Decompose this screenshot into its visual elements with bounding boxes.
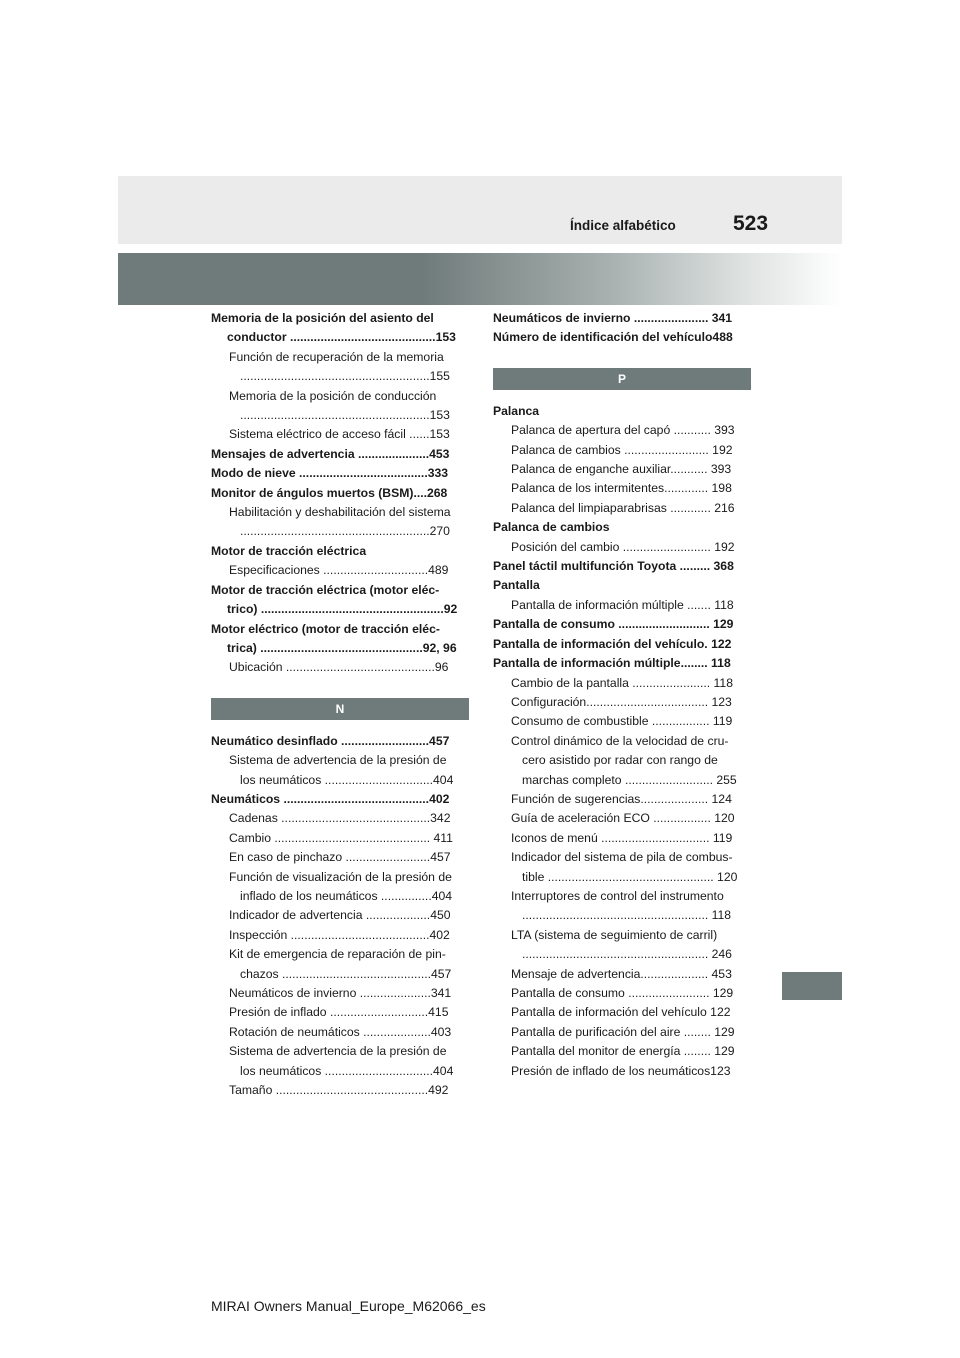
entry-list-left-top — [211, 309, 469, 678]
index-entry-sub: Indicador del sistema de pila de combus- — [511, 850, 733, 865]
index-entry-main: Modo de nieve ......................................333 — [211, 466, 449, 481]
index-entry-main: Palanca de cambios — [493, 520, 610, 535]
index-entry-sub: tible ................................................. 120 — [522, 869, 738, 884]
index-entry-main: Neumáticos de invierno ...................... 341 — [493, 311, 733, 325]
index-entry-sub: Pantalla de purificación del aire ........ 129 — [511, 1024, 735, 1039]
index-entry-sub: Guía de aceleración ECO ................. 120 — [511, 811, 735, 826]
index-entry-sub: Pantalla del monitor de energía ........ 129 — [511, 1044, 735, 1059]
index-entry-sub: Sistema de advertencia de la presión de — [229, 753, 447, 768]
index-entry-sub: Interruptores de control del instrumento — [511, 888, 724, 903]
index-entry-sub: Presión de inflado .............................415 — [229, 1005, 449, 1020]
footer-manual-id: MIRAI Owners Manual_Europe_M62066_es — [211, 1298, 486, 1314]
index-entry-sub: Inspección .........................................402 — [229, 927, 450, 942]
section-letter-p: P — [493, 368, 751, 390]
index-entry-sub: ....................................................... 118 — [522, 908, 732, 923]
index-entry-sub: marchas completo .......................... 255 — [522, 772, 737, 787]
index-entry-sub: Control dinámico de la velocidad de cru- — [511, 733, 729, 748]
index-entry-sub: los neumáticos ................................404 — [240, 772, 454, 787]
index-entry-sub: Función de recuperación de la memoria — [229, 349, 444, 364]
index-entry-sub: Especificaciones ...............................489 — [229, 563, 449, 578]
index-column-left — [211, 309, 469, 1100]
index-entry-main: Pantalla — [493, 578, 540, 593]
index-entry-sub: LTA (sistema de seguimiento de carril) — [511, 927, 718, 942]
index-entry-main: trico) ......................................................92 — [227, 602, 458, 617]
index-entry-main: Pantalla de información del vehículo. 122 — [493, 636, 732, 651]
index-entry-sub: Neumáticos de invierno .....................341 — [229, 986, 452, 1000]
index-entry-main: Palanca — [493, 403, 540, 418]
index-entry-main: Pantalla de información múltiple........ 118 — [493, 656, 731, 671]
index-entry-sub: ........................................................270 — [240, 524, 450, 539]
index-entry-main: trica) ................................................92, 96 — [227, 640, 457, 655]
index-entry-main: conductor ...........................................153 — [227, 330, 456, 345]
index-entry-sub: Tamaño .............................................492 — [229, 1083, 449, 1098]
index-entry-sub: los neumáticos ................................404 — [240, 1063, 454, 1078]
index-entry-main: Memoria de la posición del asiento del — [211, 311, 434, 325]
index-entry-sub: Posición del cambio .......................... 192 — [511, 539, 735, 554]
index-entry-sub: Ubicación ............................................96 — [229, 660, 449, 675]
index-entry-sub: Mensaje de advertencia.................... 453 — [511, 966, 732, 981]
index-entry-sub: Iconos de menú ................................ 119 — [511, 830, 733, 845]
index-entry-main: Neumáticos ...........................................402 — [211, 791, 450, 806]
section-letter-n: N — [211, 698, 469, 720]
index-entry-main: Motor de tracción eléctrica — [211, 543, 367, 558]
index-entry-sub: Habilitación y deshabilitación del sistema — [229, 505, 451, 520]
index-column-right — [493, 309, 751, 1081]
index-entry-sub: Palanca de los intermitentes............. 198 — [511, 481, 732, 496]
index-entry-main: Número de identificación del vehículo488 — [493, 330, 733, 345]
index-entry-sub: Consumo de combustible ................. 119 — [511, 714, 733, 729]
index-entry-sub: Indicador de advertencia ...................450 — [229, 908, 451, 923]
index-entry-main: Pantalla de consumo ........................... 129 — [493, 617, 734, 632]
index-entry-sub: ....................................................... 246 — [522, 947, 732, 962]
index-entry-sub: Cadenas ............................................342 — [229, 811, 451, 826]
index-entry-sub: inflado de los neumáticos ...............404 — [240, 888, 453, 903]
index-entry-sub: chazos ............................................457 — [240, 966, 452, 981]
index-entry-sub: Cambio .............................................. 411 — [229, 830, 453, 845]
index-entry-sub: Palanca de enganche auxiliar........... 393 — [511, 462, 732, 477]
index-entry-main: Motor eléctrico (motor de tracción eléc- — [211, 621, 440, 636]
index-entry-sub: Función de visualización de la presión de — [229, 869, 452, 884]
index-entry-main: Panel táctil multifunción Toyota ......... 368 — [493, 559, 734, 574]
index-entry-sub: Palanca del limpiaparabrisas ............ 216 — [511, 500, 735, 515]
index-entry-sub: Memoria de la posición de conducción — [229, 388, 437, 403]
index-entry-sub: Sistema de advertencia de la presión de — [229, 1044, 447, 1059]
index-entry-sub: Función de sugerencias.................... 124 — [511, 791, 732, 806]
decorative-gradient-band — [118, 253, 842, 305]
index-entry-sub: Pantalla de información múltiple ....... 118 — [511, 597, 734, 612]
index-entry-main: Motor de tracción eléctrica (motor eléc- — [211, 582, 440, 597]
index-entry-sub: Cambio de la pantalla ....................... 118 — [511, 675, 733, 690]
chapter-side-tab — [782, 972, 842, 1000]
index-entry-sub: Presión de inflado de los neumáticos123 — [511, 1063, 731, 1078]
index-entry-sub: En caso de pinchazo .........................457 — [229, 850, 451, 865]
index-entry-main: Monitor de ángulos muertos (BSM)....268 — [211, 485, 448, 500]
entry-list-left-bottom — [211, 732, 469, 1101]
index-entry-sub: Palanca de cambios ......................... 192 — [511, 442, 733, 457]
index-entry-main: Mensajes de advertencia .....................453 — [211, 446, 450, 461]
index-entry-sub: Sistema eléctrico de acceso fácil ......153 — [229, 427, 450, 442]
section-title: Índice alfabético — [570, 218, 676, 233]
index-entry-sub: Palanca de apertura del capó ........... 393 — [511, 423, 735, 438]
page-number: 523 — [733, 212, 769, 235]
index-entry-sub: ........................................................155 — [240, 369, 450, 384]
index-entry-sub: ........................................................153 — [240, 408, 450, 423]
index-entry-sub: Pantalla de información del vehículo 122 — [511, 1005, 731, 1020]
index-entry-sub: Pantalla de consumo ........................ 129 — [511, 986, 734, 1000]
index-entry-main: Neumático desinflado ..........................457 — [211, 733, 450, 748]
index-entry-sub: Kit de emergencia de reparación de pin- — [229, 947, 446, 962]
index-entry-sub: Rotación de neumáticos ....................403 — [229, 1024, 452, 1039]
entry-list-right-top — [493, 309, 751, 348]
entry-list-right-bottom — [493, 402, 751, 1081]
index-entry-sub: cero asistido por radar con rango de — [522, 753, 718, 768]
index-entry-sub: Configuración.................................... 123 — [511, 694, 732, 709]
